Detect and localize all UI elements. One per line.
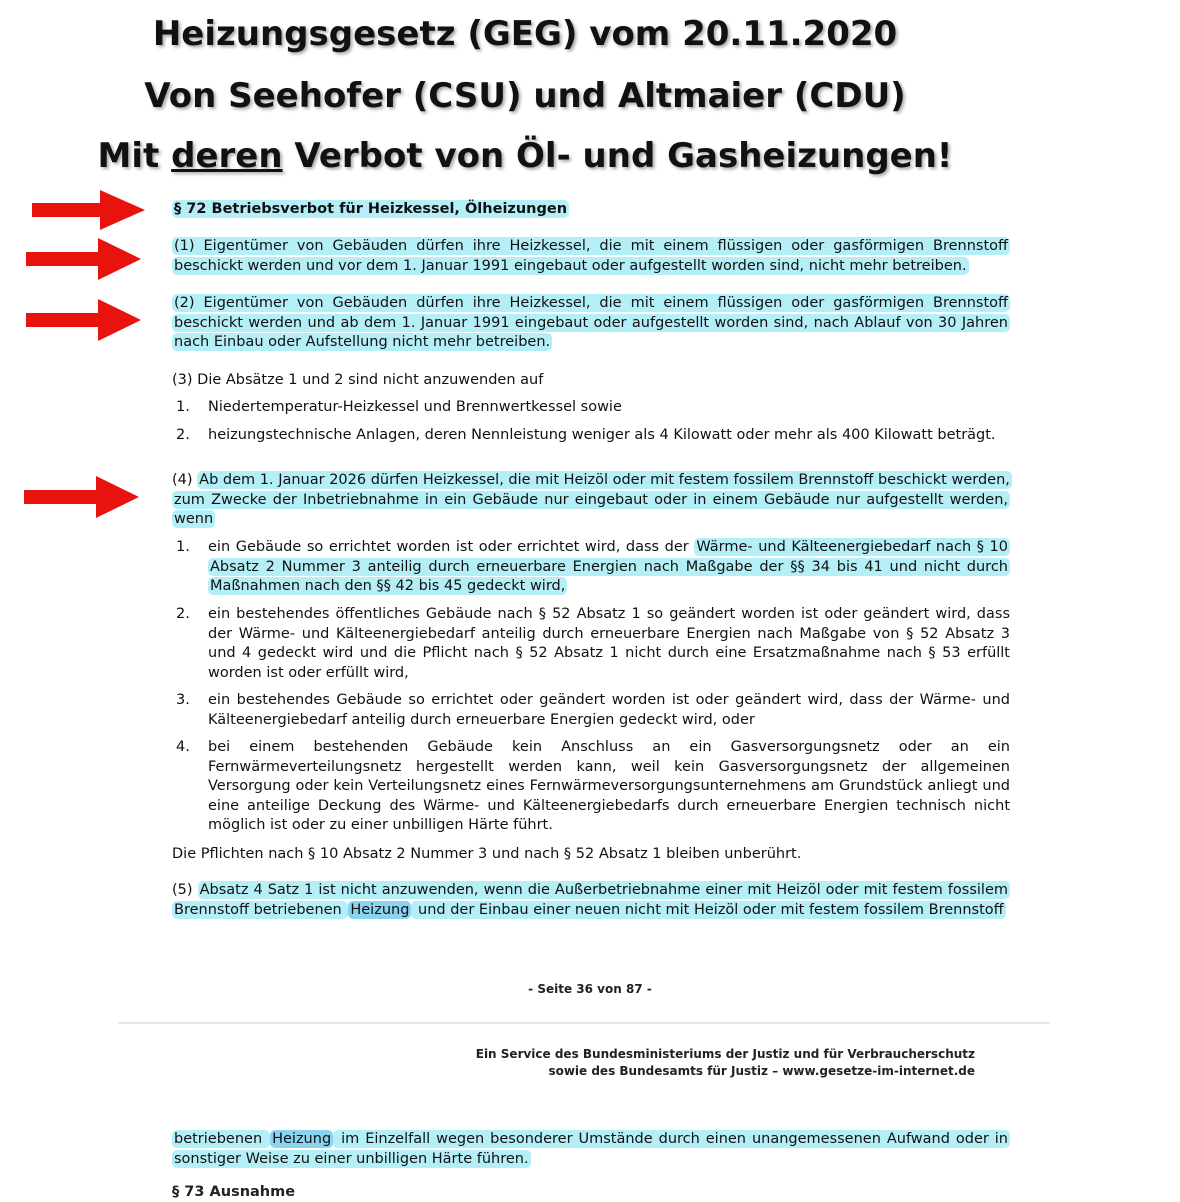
red-arrow-icon bbox=[26, 298, 141, 342]
headline-line-1: Heizungsgesetz (GEG) vom 20.11.2020 bbox=[152, 14, 898, 54]
list-item: 4. bei einem bestehenden Gebäude kein Anschluss an ein Gasversorgungsnetz oder an ein Fernwärmeverteilungsnetz hergestellt werden kann, weil kein Gasversorgungsnetz der allgemeinen Versorgung oder kein Verteilungsnetz eines Fernwärmeversorgungsunternehmens am Grundstück anliegt und eine anteilige Deckung des Wärme- und Kälteenergiebedarfs durch erneuerbare Energien technisch nicht möglich ist oder zu einer unbilligen Härte führt. bbox=[176, 739, 1010, 833]
list-item: 1. ein Gebäude so errichtet worden ist oder errichtet wird, dass der Wärme- und Kälteenergiebedarf nach § 10 Absatz 2 Nummer 3 anteilig durch erneuerbare Energien nach Maßgabe der §§ 34 bis 41 und nicht durch Maßnahmen nach den §§ 42 bis 45 gedeckt wird, bbox=[176, 539, 1009, 594]
footer-line-1: Ein Service des Bundesministeriums der Justiz und für Verbraucherschutz bbox=[475, 1047, 975, 1061]
paragraph-5: (5) Absatz 4 Satz 1 ist nicht anzuwenden, wenn die Außerbetriebnahme einer mit Heizöl oder mit festem fossilem Brennstoff betriebenen Heizung und der Einbau einer neuen nicht mit Heizöl oder mit festem fossilem Brennstoff bbox=[172, 882, 1008, 918]
page-footer bbox=[476, 1046, 975, 1080]
continuation-paragraph: betriebenen Heizung im Einzelfall wegen besonderer Umstände durch einen unangemessenen Aufwand oder in sonstiger Weise zu einer unbilligen Härte führen. bbox=[174, 1131, 1008, 1167]
underlined-word: deren bbox=[171, 136, 283, 176]
list-item: 2. ein bestehendes öffentliches Gebäude nach § 52 Absatz 1 so geändert worden ist oder geändert wird, dass der Wärme- und Kälteenergiebedarf anteilig durch erneuerbare Energien nach Maßgabe von § 52 Absatz 3 und 4 gedeckt wird und die Pflicht nach § 52 Absatz 1 nicht durch eine Ersatzmaßnahme nach § 53 erfüllt worden ist oder erfüllt wird, bbox=[176, 606, 1010, 681]
paragraph-3-intro: (3) Die Absätze 1 und 2 sind nicht anzuwenden auf bbox=[172, 372, 544, 388]
list-item: 1. Niedertemperatur-Heizkessel und Brennwertkessel sowie bbox=[176, 399, 622, 415]
page-number: - Seite 36 von 87 - bbox=[528, 982, 652, 996]
red-arrow-icon bbox=[26, 237, 141, 281]
red-arrow-icon bbox=[32, 188, 147, 232]
list-item: 2. heizungstechnische Anlagen, deren Nennleistung weniger als 4 Kilowatt oder mehr als 400 Kilowatt beträgt. bbox=[176, 427, 996, 443]
headline-line-3: Mit deren Verbot von Öl- und Gasheizungen! bbox=[97, 136, 953, 176]
next-section-title-cut: § 73 Ausnahme bbox=[172, 1184, 296, 1200]
paragraph-4-closing: Die Pflichten nach § 10 Absatz 2 Nummer 3 und nach § 52 Absatz 1 bleiben unberührt. bbox=[172, 846, 802, 862]
footer-line-2: sowie des Bundesamts für Justiz – www.gesetze-im-internet.de bbox=[548, 1064, 975, 1078]
paragraph-4: (4) Ab dem 1. Januar 2026 dürfen Heizkessel, die mit Heizöl oder mit festem fossilem Brennstoff beschickt werden, zum Zwecke der Inbetriebnahme in ein Gebäude nur eingebaut oder in einem Gebäude nur aufgestellt werden, wenn bbox=[172, 472, 1010, 527]
page-divider bbox=[118, 1022, 1050, 1024]
section-title: § 72 Betriebsverbot für Heizkessel, Ölheizungen bbox=[174, 201, 568, 217]
highlighted-word: Heizung bbox=[272, 1131, 332, 1147]
highlighted-word: Heizung bbox=[350, 901, 410, 918]
paragraph-2: (2) Eigentümer von Gebäuden dürfen ihre Heizkessel, die mit einem flüssigen oder gasförmigen Brennstoff beschickt werden und ab dem 1. Januar 1991 eingebaut oder aufgestellt worden sind, nach Ablauf von 30 Jahren nach Einbau oder Aufstellung nicht mehr betreiben. bbox=[174, 295, 1008, 350]
list-item: 3. ein bestehendes Gebäude so errichtet oder geändert worden ist oder geändert wird, dass der Wärme- und Kälteenergiebedarf anteilig durch erneuerbare Energien gedeckt wird, oder bbox=[176, 692, 1010, 728]
red-arrow-icon bbox=[24, 475, 139, 519]
headline-line-2: Von Seehofer (CSU) und Altmaier (CDU) bbox=[144, 76, 906, 116]
paragraph-1: (1) Eigentümer von Gebäuden dürfen ihre Heizkessel, die mit einem flüssigen oder gasförmigen Brennstoff beschickt werden und vor dem 1. Januar 1991 eingebaut oder aufgestellt worden sind, nicht mehr betreiben. bbox=[174, 238, 1008, 274]
